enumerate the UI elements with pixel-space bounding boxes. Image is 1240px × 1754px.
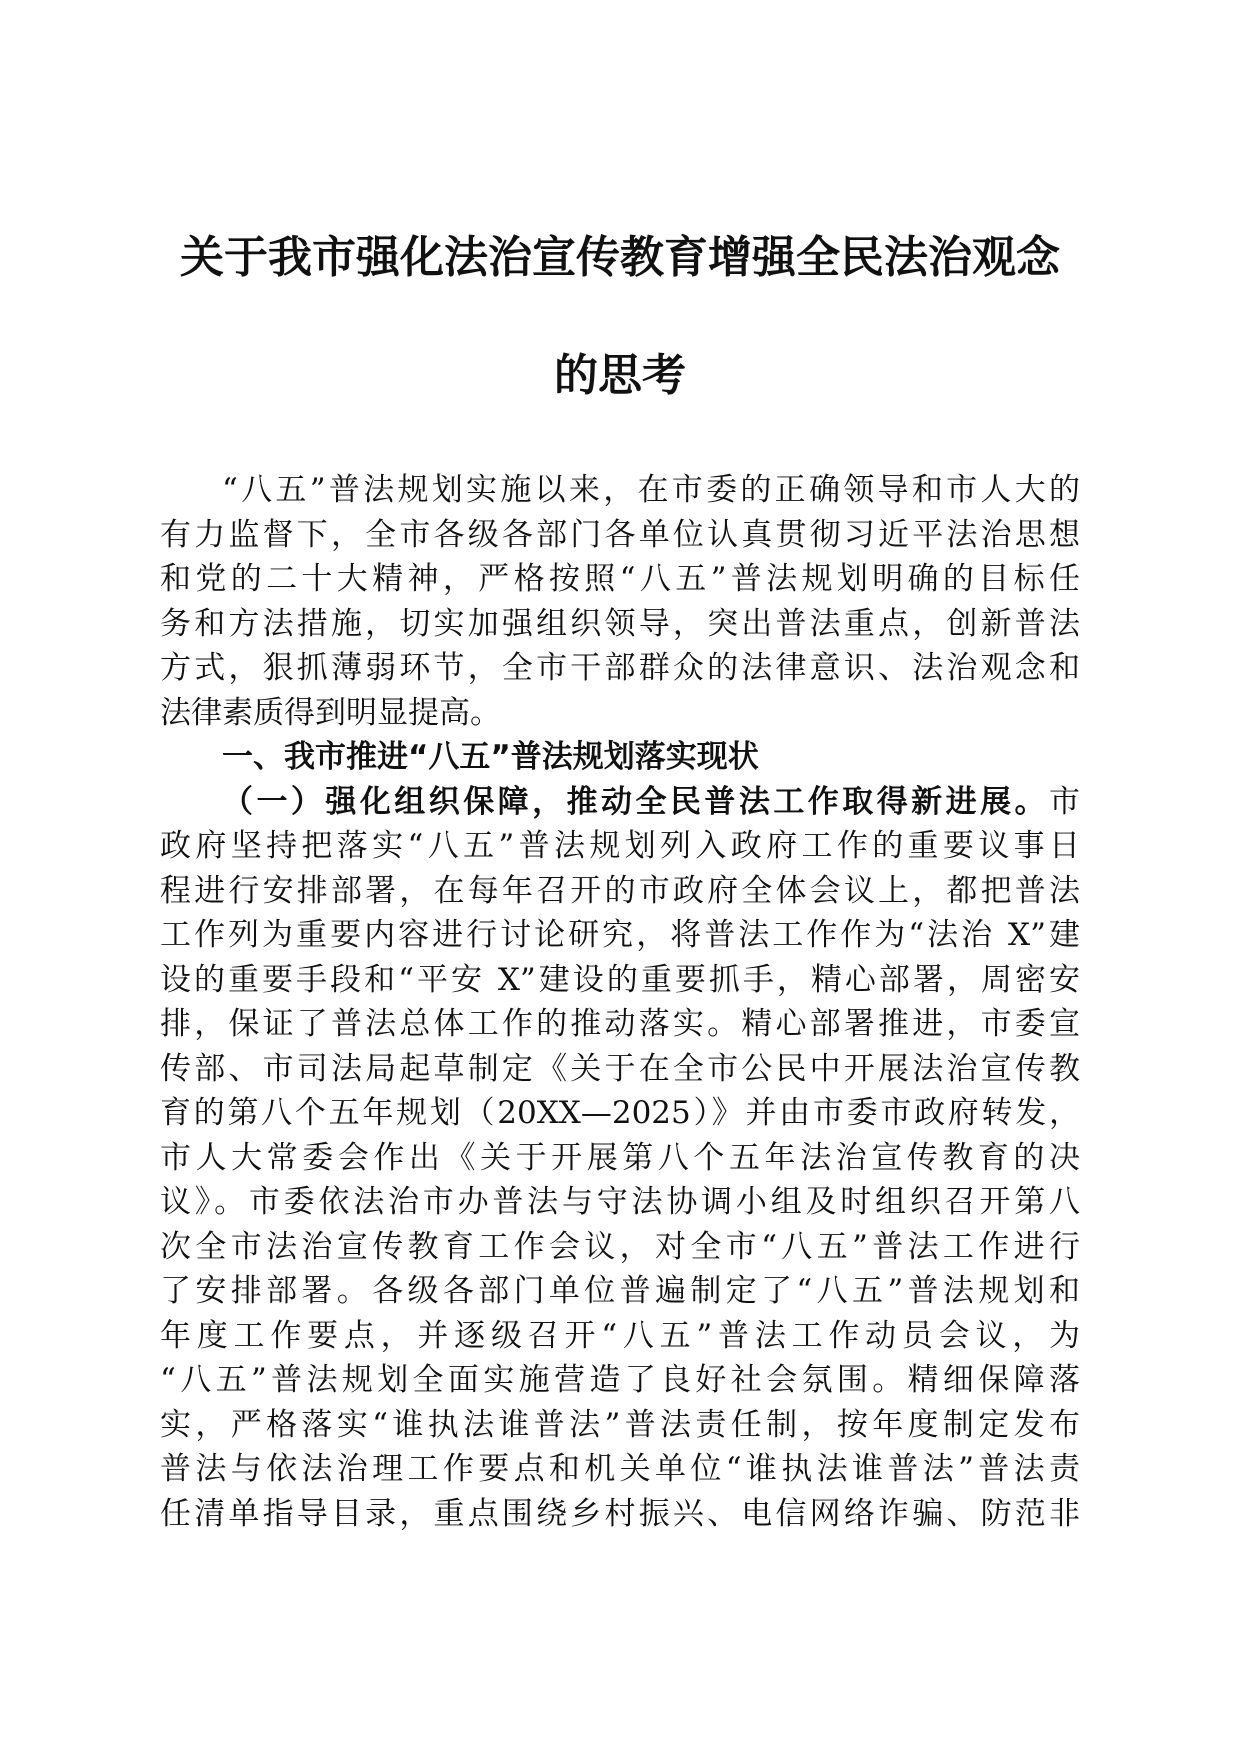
document-title-line-1: 关于我市强化法治宣传教育增强全民法治观念 [180, 232, 1060, 283]
subsection-line: 了安排部署。各级各部门单位普遍制定了“八五”普法规划和 [160, 1273, 1080, 1309]
subsection-line: 次全市法治宣传教育工作会议，对全市“八五”普法工作进行 [160, 1228, 1080, 1265]
subsection-line: 设的重要手段和“平安 X”建设的重要抓手，精心部署，周密安 [160, 961, 1080, 998]
subsection-line: 排，保证了普法总体工作的推动落实。精心部署推进，市委宣 [160, 1006, 1080, 1042]
intro-line: 法律素质得到明显提高。 [160, 694, 501, 731]
subsection-line: 议》。市委依法治市办普法与守法协调小组及时组织召开第八 [160, 1184, 1080, 1220]
subsection-line: 政府坚持把落实“八五”普法规划列入政府工作的重要议事日 [160, 828, 1080, 864]
section-heading: 一、我市推进“八五”普法规划落实现状 [222, 739, 759, 775]
subsection-lead: （一）强化组织保障，推动全民普法工作取得新进展。 [222, 783, 1049, 820]
intro-line: 有力监督下，全市各级各部门各单位认真贯彻习近平法治思想 [160, 516, 1080, 553]
subsection-line: 年度工作要点，并逐级召开“八五”普法工作动员会议，为 [160, 1317, 1080, 1354]
intro-line: 和党的二十大精神，严格按照“八五”普法规划明确的目标任 [160, 561, 1080, 597]
subsection-line: 普法与依法治理工作要点和机关单位“谁执法谁普法”普法责 [160, 1451, 1080, 1487]
document-title-line-2: 的思考 [554, 350, 686, 401]
intro-line: 务和方法措施，切实加强组织领导，突出普法重点，创新普法 [160, 605, 1080, 642]
intro-line: 方式，狠抓薄弱环节，全市干部群众的法律意识、法治观念和 [160, 650, 1080, 686]
subsection-first-tail: 市 [1049, 783, 1080, 820]
subsection-first-line [160, 780, 1080, 825]
subsection-line: 传部、市司法局起草制定《关于在全市公民中开展法治宣传教 [160, 1050, 1080, 1087]
subsection-line: 程进行安排部署，在每年召开的市政府全体会议上，都把普法 [160, 872, 1080, 909]
subsection-line: 实，严格落实“谁执法谁普法”普法责任制，按年度制定发布 [160, 1406, 1080, 1443]
document-body [160, 468, 1080, 1536]
subsection-line: 市人大常委会作出《关于开展第八个五年法治宣传教育的决 [160, 1139, 1080, 1176]
subsection-line: “八五”普法规划全面实施营造了良好社会氛围。精细保障落 [160, 1362, 1080, 1398]
subsection-line: 育的第八个五年规划（20XX—2025）》并由市委市政府转发， [160, 1095, 1080, 1131]
intro-line: “八五”普法规划实施以来，在市委的正确领导和市人大的 [222, 472, 1080, 508]
subsection-line: 任清单指导目录，重点围绕乡村振兴、电信网络诈骗、防范非 [160, 1495, 1080, 1532]
subsection-line: 工作列为重要内容进行讨论研究，将普法工作作为“法治 X”建 [160, 917, 1080, 953]
